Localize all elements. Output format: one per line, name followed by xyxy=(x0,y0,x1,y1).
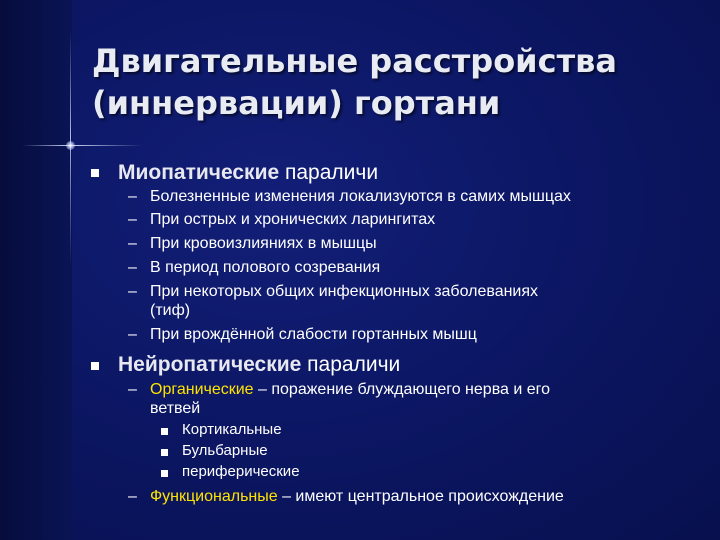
heading-rest: параличи xyxy=(301,353,401,376)
functional-item xyxy=(150,487,564,507)
section-heading-neuropathic xyxy=(118,352,400,378)
dash-marker: – xyxy=(128,259,137,276)
list-item: При врождённой слабости гортанных мышц xyxy=(150,326,477,343)
square-bullet-icon xyxy=(161,449,168,456)
title-line-1: Двигательные расстройства xyxy=(92,42,617,80)
title-line-2: (иннервации) гортани xyxy=(92,84,501,122)
organic-text: – поражение блуждающего нерва и его xyxy=(253,381,551,398)
square-bullet-icon xyxy=(161,428,168,435)
section-heading-myopathic xyxy=(118,160,378,186)
heading-bold: Миопатические xyxy=(118,161,280,184)
dash-marker: – xyxy=(128,326,137,343)
square-bullet-icon xyxy=(161,470,168,477)
list-item: При кровоизлияниях в мышцы xyxy=(150,235,377,252)
left-panel xyxy=(0,0,72,540)
functional-highlight: Функциональные xyxy=(150,488,278,505)
dash-marker: – xyxy=(128,283,137,300)
sparkle-icon xyxy=(66,141,75,150)
list-item: При некоторых общих инфекционных заболеваниях xyxy=(150,283,539,300)
list-item-continuation: (тиф) xyxy=(150,302,191,319)
heading-bold: Нейропатические xyxy=(118,353,302,376)
sub-list-item: периферические xyxy=(182,463,300,480)
organic-item xyxy=(150,380,550,400)
organic-continuation: ветвей xyxy=(150,400,201,417)
dash-marker: – xyxy=(128,211,137,228)
sub-list-item: Бульбарные xyxy=(182,442,268,459)
organic-highlight: Органические xyxy=(150,381,254,398)
slide-title xyxy=(92,40,702,124)
list-item: Болезненные изменения локализуются в самих мышцах xyxy=(150,188,571,205)
sub-list-item: Кортикальные xyxy=(182,421,282,438)
square-bullet-icon xyxy=(91,169,99,177)
dash-marker: – xyxy=(128,488,137,505)
dash-marker: – xyxy=(128,235,137,252)
dash-marker: – xyxy=(128,188,137,205)
square-bullet-icon xyxy=(91,362,99,370)
dash-marker: – xyxy=(128,381,137,398)
decorative-horizontal-line xyxy=(22,145,142,146)
functional-text: – имеют центральное происхождение xyxy=(277,488,564,505)
list-item: В период полового созревания xyxy=(150,259,381,276)
list-item: При острых и хронических ларингитах xyxy=(150,211,436,228)
heading-rest: параличи xyxy=(279,161,379,184)
